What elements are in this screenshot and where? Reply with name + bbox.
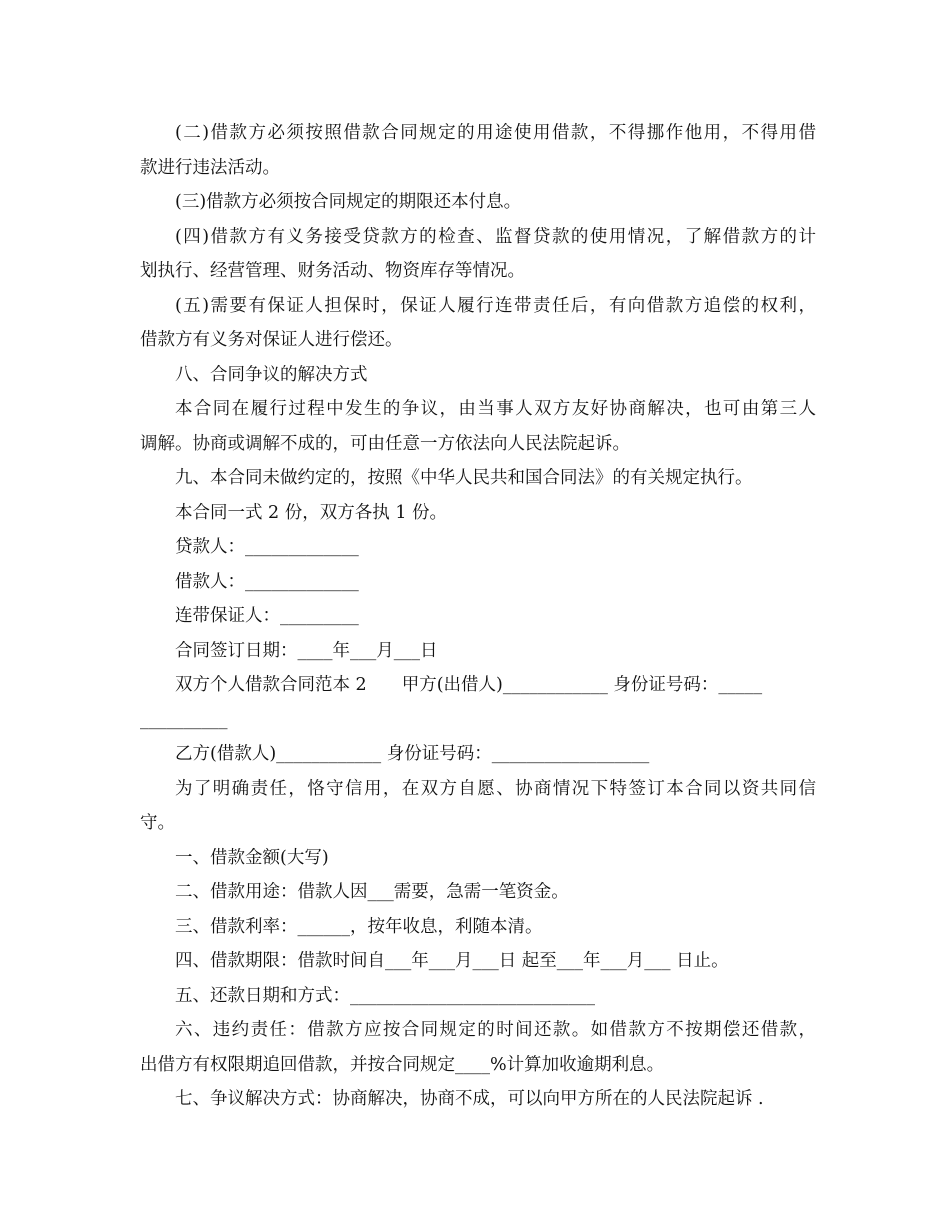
paragraph-line: 本合同一式 2 份，双方各执 1 份。 xyxy=(175,502,448,523)
paragraph-line: 七、争议解决方式：协商解决，协商不成，可以向甲方所在的人民法院起诉 . xyxy=(175,1089,764,1109)
paragraph-line: 三、借款利率：______，按年收息，利随本清。 xyxy=(175,916,543,937)
paragraph-line: 五、还款日期和方式：____________________________ xyxy=(175,985,595,1006)
lender-signature-field: 贷款人：_____________ xyxy=(175,537,359,557)
paragraph-line: __________ xyxy=(140,709,228,730)
paragraph-line: 调解。协商或调解不成的，可由任意一方依法向人民法院起诉。 xyxy=(140,433,630,454)
paragraph-line: (二)借款方必须按照借款合同规定的用途使用借款，不得挪作他用，不得用借 xyxy=(175,123,816,143)
paragraph-line: 双方个人借款合同范本 2 甲方(出借人)____________ 身份证号码：_____ xyxy=(175,675,763,695)
paragraph-line: 划执行、经营管理、财务活动、物资库存等情况。 xyxy=(140,261,525,281)
paragraph-line: 出借方有权限期追回借款，并按合同规定____%计算加收逾期利息。 xyxy=(140,1054,665,1075)
paragraph-line: 借款方有义务对保证人进行偿还。 xyxy=(140,330,403,350)
paragraph-line: 为了明确责任，恪守信用，在双方自愿、协商情况下特签订本合同以资共同信 xyxy=(175,778,816,799)
guarantor-signature-field: 连带保证人：_________ xyxy=(175,606,359,626)
paragraph-line: 九、本合同未做约定的，按照《中华人民共和国合同法》的有关规定执行。 xyxy=(175,468,753,488)
paragraph-line: 本合同在履行过程中发生的争议，由当事人双方友好协商解决，也可由第三人 xyxy=(175,399,816,419)
section-heading: 一、借款金额(大写) xyxy=(175,847,329,868)
paragraph-line: 四、借款期限：借款时间自___年___月___日 起至___年___月___ 日止。 xyxy=(175,951,729,971)
section-heading: 八、合同争议的解决方式 xyxy=(175,364,368,385)
paragraph-line: 六、违约责任：借款方应按合同规定的时间还款。如借款方不按期偿还借款， xyxy=(175,1020,816,1040)
party-b-field: 乙方(借款人)____________ 身份证号码：__________________ xyxy=(175,744,650,764)
borrower-signature-field: 借款人：_____________ xyxy=(175,571,359,592)
paragraph-line: 守。 xyxy=(140,813,175,833)
paragraph-line: (五)需要有保证人担保时，保证人履行连带责任后，有向借款方追偿的权利， xyxy=(175,295,816,316)
paragraph-line: 款进行违法活动。 xyxy=(140,157,280,178)
paragraph-line: (四)借款方有义务接受贷款方的检查、监督贷款的使用情况，了解借款方的计 xyxy=(175,226,816,247)
signing-date-field: 合同签订日期：____年___月___日 xyxy=(175,640,438,661)
paragraph-line: 二、借款用途：借款人因___需要，急需一笔资金。 xyxy=(175,882,569,902)
document-body xyxy=(140,116,816,1117)
paragraph-line: (三)借款方必须按合同规定的期限还本付息。 xyxy=(175,192,522,212)
